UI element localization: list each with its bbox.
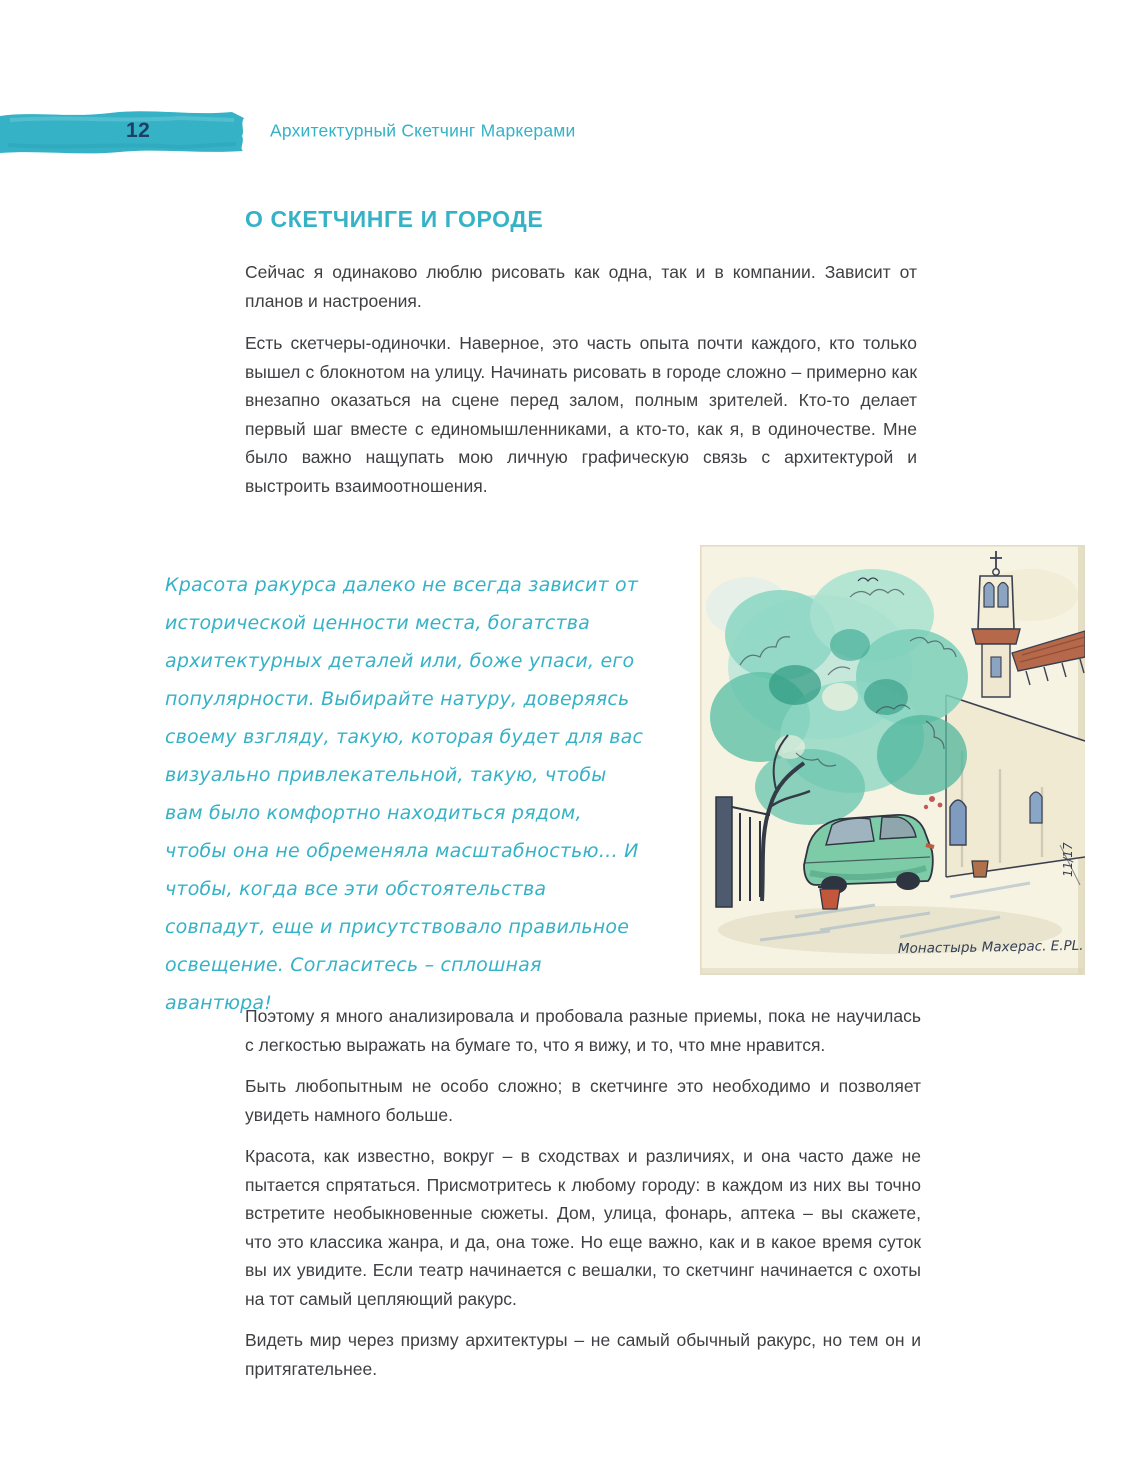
body-paragraph-1: Поэтому я много анализировала и пробовала разные приемы, пока не научилась с легкостью выражать на бумаге то, что я вижу, и то, что мне нравится. <box>245 1006 921 1055</box>
sketch-date-mark: 11/17 <box>1061 842 1075 877</box>
page-number: 12 <box>126 119 151 142</box>
body-paragraph-3: Красота, как известно, вокруг – в сходствах и различиях, и она часто даже не пытается спрятаться. Присмотритесь к любому городу: в каждом из них вы точно встретите необыкновенные сюжеты. Дом, улица, фонарь, аптека – вы скажете, что это классика жанра, и да, она тоже. Но еще важно, как и в какое время суток вы их увидите. Если театр начинается с вешалки, то скетчинг начинается с охоты на тот самый цепляющий ракурс. <box>245 1146 921 1309</box>
small-window <box>1030 792 1042 823</box>
sketch-caption: Монастырь Махерас. E.PL. <box>897 937 1084 957</box>
arched-door <box>950 800 966 845</box>
wheel <box>896 872 920 890</box>
brush-stroke-icon <box>0 108 246 154</box>
running-title: Архитектурный Скетчинг Маркерами <box>270 120 576 141</box>
street-sketch <box>700 545 1085 975</box>
body-paragraph-4: Видеть мир через призму архитектуры – не самый обычный ракурс, но тем он и притягательнее. <box>245 1330 921 1379</box>
intro-paragraph-1: Сейчас я одинаково люблю рисовать как одна, так и в компании. Зависит от планов и настроения. <box>245 262 917 311</box>
page-header <box>0 108 1122 154</box>
pull-quote: Красота ракурса далеко не всегда зависит от исторической ценности места, богатства архитектурных деталей или, боже упаси, его популярности. Выбирайте натуру, доверяясь своему взгляду, такую, которая будет для вас визуально привлекательной, такую, чтобы вам было комфортно находиться рядом, чтобы она не обременяла масштабностью… И чтобы, когда все эти обстоятельства совпадут, еще и присутствовало правильное освещение. Согласитесь – сплошная авантюра! <box>165 574 644 1014</box>
flower-pot-2 <box>972 861 988 877</box>
body-text-block <box>245 1002 921 1396</box>
car <box>804 815 934 894</box>
body-paragraph-2: Быть любопытным не особо сложно; в скетчинге это необходимо и позволяет увидеть намного больше. <box>245 1076 921 1125</box>
intro-text-block <box>245 258 917 514</box>
intro-paragraph-2: Есть скетчеры-одиночки. Наверное, это часть опыта почти каждого, кто только вышел с блокнотом на улицу. Начинать рисовать в городе сложно – примерно как внезапно оказаться на сцене перед залом, полным зрителей. Кто-то делает первый шаг вместе с единомышленниками, а кто-то, как я, в одиночестве. Мне было важно нащупать мою личную графическую связь с архитектурой и выстроить взаимоотношения. <box>245 333 917 496</box>
page-number-brush <box>0 108 246 154</box>
sketch-illustration <box>700 545 1085 975</box>
section-title: О СКЕТЧИНГЕ И ГОРОДЕ <box>245 206 544 232</box>
